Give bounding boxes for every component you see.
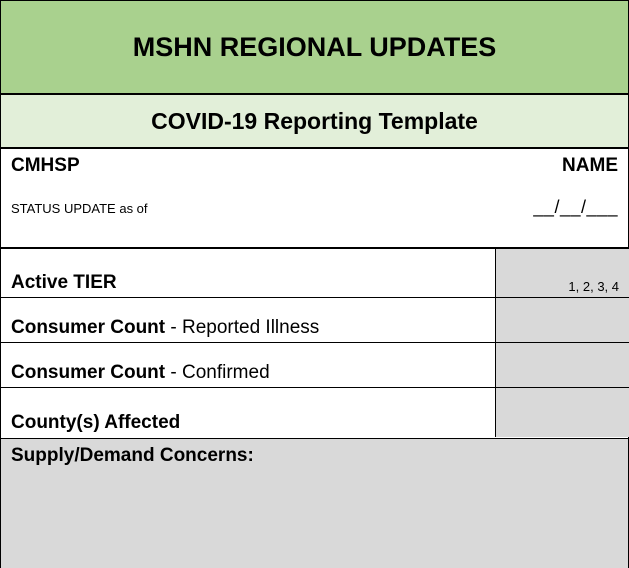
row-label: [11, 412, 180, 434]
row-reported-illness: [1, 298, 628, 343]
row-confirmed: [1, 343, 628, 388]
confirmed-field[interactable]: [495, 343, 629, 387]
row-label-bold: Active TIER: [11, 272, 117, 293]
row-active-tier: [1, 249, 628, 298]
status-update-label: STATUS UPDATE as of: [11, 201, 148, 216]
row-label: [11, 317, 319, 339]
row-label-bold: Consumer Count: [11, 362, 166, 383]
supply-demand-concerns-label: Supply/Demand Concerns:: [11, 445, 254, 466]
county-affected-field[interactable]: [495, 388, 629, 437]
row-label-bold: Consumer Count: [11, 317, 166, 338]
row-label: [11, 272, 117, 294]
header-block: [1, 149, 628, 249]
date-field[interactable]: __/__/___: [533, 197, 618, 217]
row-label-bold: County(s) Affected: [11, 412, 181, 433]
supply-demand-concerns-field[interactable]: [1, 438, 628, 568]
active-tier-field[interactable]: [495, 249, 629, 297]
row-county-affected: [1, 388, 628, 437]
tier-options-hint: 1, 2, 3, 4: [568, 279, 619, 294]
row-label-rest: - Reported Illness: [165, 317, 320, 338]
row-label: [11, 362, 270, 384]
reported-illness-field[interactable]: [495, 298, 629, 342]
form-title: MSHN REGIONAL UPDATES: [1, 1, 628, 95]
form-subtitle: COVID-19 Reporting Template: [1, 95, 628, 149]
cmhsp-label: CMHSP: [11, 155, 80, 176]
row-label-rest: - Confirmed: [165, 362, 270, 383]
name-label: NAME: [562, 155, 618, 176]
